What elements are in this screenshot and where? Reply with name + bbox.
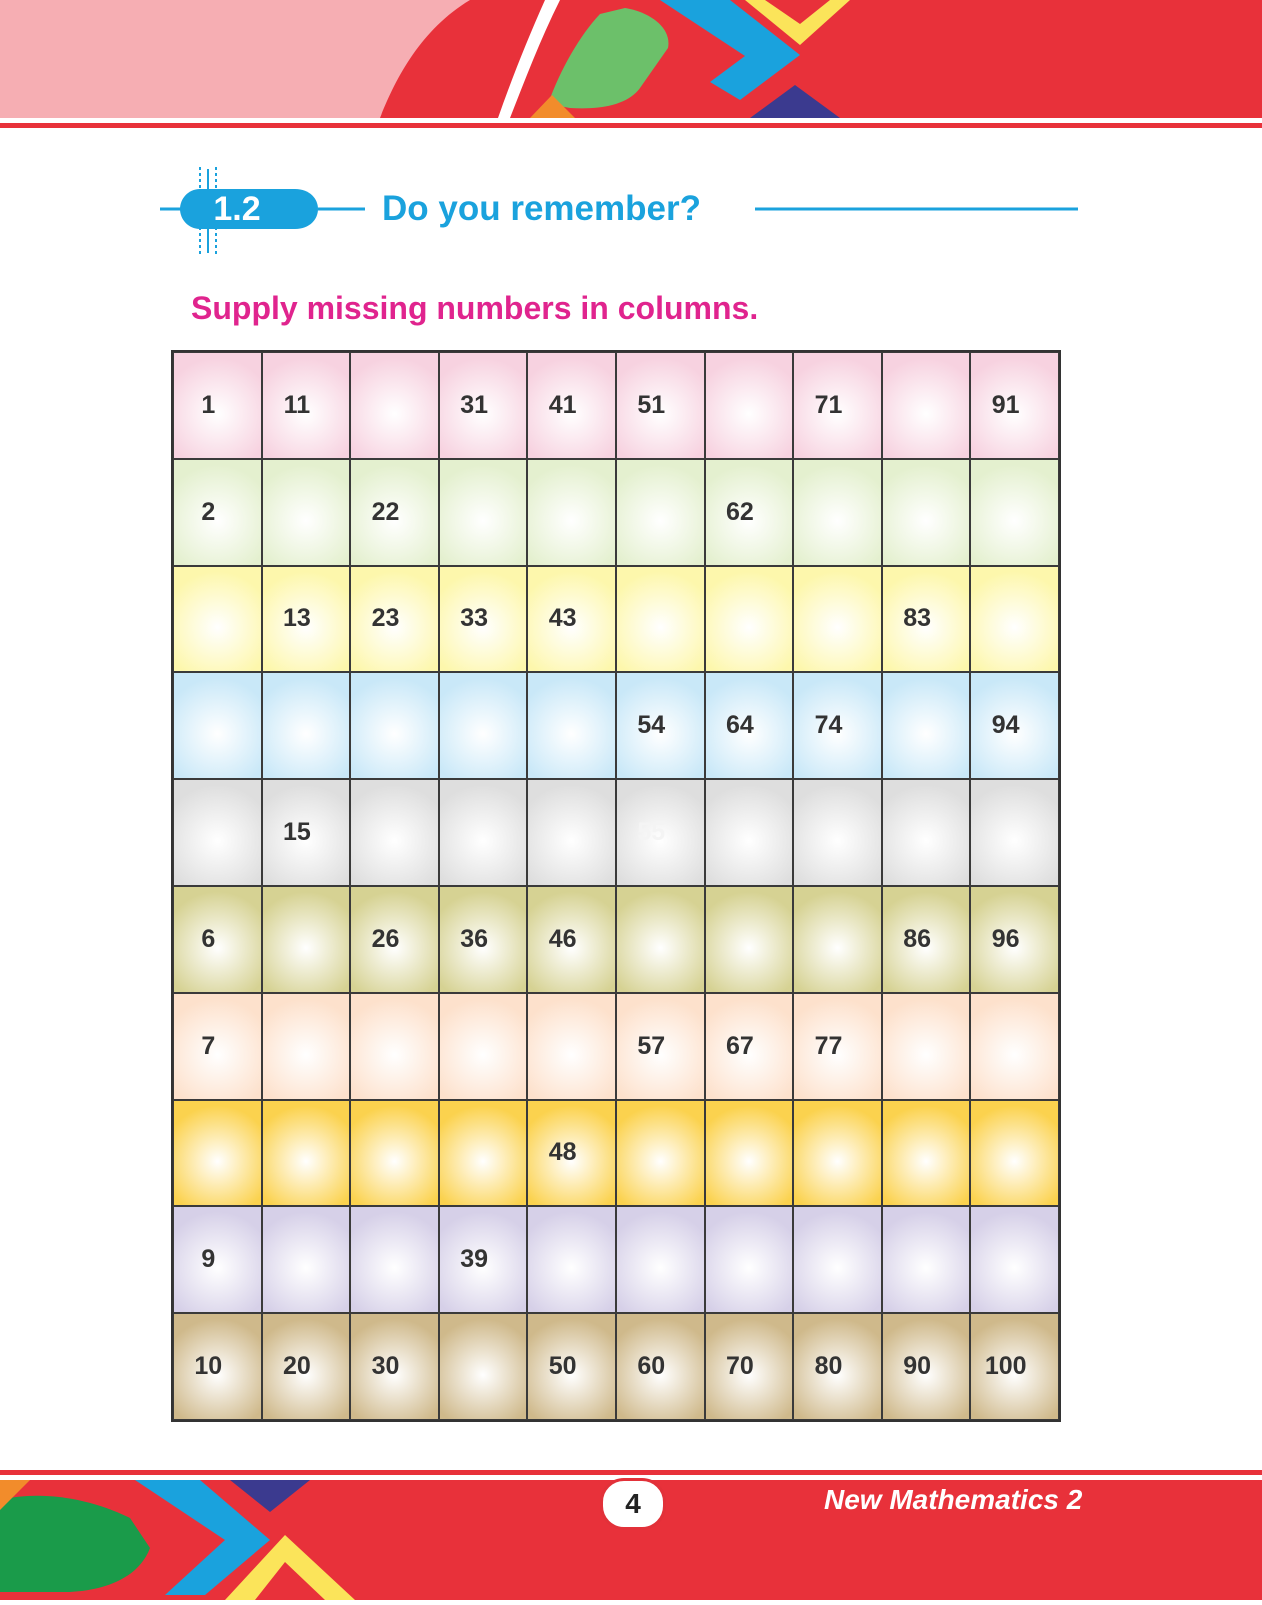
grid-cell: 80 <box>793 1313 882 1420</box>
grid-cell <box>350 1100 439 1207</box>
grid-cell <box>173 1100 262 1207</box>
grid-cell <box>527 672 616 779</box>
grid-cell <box>439 672 528 779</box>
grid-cell <box>616 886 705 993</box>
grid-cell: 10 <box>173 1313 262 1420</box>
grid-cell: 70 <box>705 1313 794 1420</box>
grid-cell <box>970 459 1059 566</box>
grid-cell <box>527 459 616 566</box>
grid-cell <box>705 779 794 886</box>
grid-cell <box>527 1206 616 1313</box>
grid-cell <box>705 1100 794 1207</box>
grid-cell <box>173 779 262 886</box>
grid-cell <box>350 1206 439 1313</box>
grid-cell <box>970 779 1059 886</box>
grid-cell: 64 <box>705 672 794 779</box>
grid-cell <box>970 1206 1059 1313</box>
grid-cell <box>970 566 1059 673</box>
grid-cell: 83 <box>882 566 971 673</box>
grid-cell: 36 <box>439 886 528 993</box>
grid-cell <box>705 352 794 459</box>
header-decoration <box>0 0 1262 135</box>
grid-cell: 31 <box>439 352 528 459</box>
grid-cell <box>882 672 971 779</box>
grid-cell: 90 <box>882 1313 971 1420</box>
grid-cell: 57 <box>616 993 705 1100</box>
grid-cell <box>793 1100 882 1207</box>
grid-cell: 20 <box>262 1313 351 1420</box>
grid-cell: 13 <box>262 566 351 673</box>
grid-cell <box>616 459 705 566</box>
book-title: New Mathematics 2 <box>824 1484 1083 1515</box>
grid-cell <box>882 1100 971 1207</box>
grid-cell <box>793 779 882 886</box>
grid-cell: 86 <box>882 886 971 993</box>
grid-cell: 1 <box>173 352 262 459</box>
instruction-text: Supply missing numbers in columns. <box>191 290 759 326</box>
grid-cell <box>262 1206 351 1313</box>
grid-cell <box>439 1100 528 1207</box>
grid-cell: 11 <box>262 352 351 459</box>
grid-cell: 30 <box>350 1313 439 1420</box>
grid-cell <box>970 1100 1059 1207</box>
grid-cell: 23 <box>350 566 439 673</box>
grid-cell: 46 <box>527 886 616 993</box>
grid-cell: 22 <box>350 459 439 566</box>
grid-cell: 7 <box>173 993 262 1100</box>
section-number: 1.2 <box>213 190 261 228</box>
grid-cell: 54 <box>616 672 705 779</box>
grid-cell <box>527 779 616 886</box>
grid-cell: 15 <box>262 779 351 886</box>
grid-cell: 96 <box>970 886 1059 993</box>
grid-cell: 48 <box>527 1100 616 1207</box>
grid-cell <box>439 779 528 886</box>
grid-cell <box>882 993 971 1100</box>
grid-cell: 77 <box>793 993 882 1100</box>
section-title: Do you remember? <box>382 189 701 228</box>
grid-cell: 74 <box>793 672 882 779</box>
grid-cell: 91 <box>970 352 1059 459</box>
grid-cell <box>793 459 882 566</box>
grid-cell <box>262 886 351 993</box>
grid-cell <box>262 993 351 1100</box>
grid-cell <box>882 352 971 459</box>
grid-cell: 71 <box>793 352 882 459</box>
grid-cell: 41 <box>527 352 616 459</box>
grid-cell: 50 <box>527 1313 616 1420</box>
grid-cell <box>705 1206 794 1313</box>
grid-cell <box>350 352 439 459</box>
grid-cell <box>350 672 439 779</box>
grid-cell <box>793 566 882 673</box>
section-heading <box>160 165 1100 260</box>
grid-cell <box>970 993 1059 1100</box>
grid-cell <box>350 779 439 886</box>
grid-cell: 51 <box>616 352 705 459</box>
number-grid <box>171 350 1061 1422</box>
grid-cell: 94 <box>970 672 1059 779</box>
grid-cell: 33 <box>439 566 528 673</box>
grid-cell <box>527 993 616 1100</box>
grid-cell <box>882 1206 971 1313</box>
grid-cell: 39 <box>439 1206 528 1313</box>
grid-cell: 60 <box>616 1313 705 1420</box>
grid-cell: 100 <box>970 1313 1059 1420</box>
grid-cell <box>882 459 971 566</box>
grid-cell <box>439 459 528 566</box>
grid-cell <box>173 566 262 673</box>
grid-cell <box>705 566 794 673</box>
grid-cell <box>616 1206 705 1313</box>
header-banner <box>0 0 1262 135</box>
grid-cell: 62 <box>705 459 794 566</box>
grid-cell <box>793 886 882 993</box>
grid-cell <box>616 566 705 673</box>
grid-cell: 67 <box>705 993 794 1100</box>
grid-cell <box>262 459 351 566</box>
grid-cell: 26 <box>350 886 439 993</box>
grid-cell <box>616 1100 705 1207</box>
grid-cell <box>705 886 794 993</box>
grid-cell <box>350 993 439 1100</box>
grid-cell <box>793 1206 882 1313</box>
grid-cell: 6 <box>173 886 262 993</box>
page-number: 4 <box>600 1478 666 1530</box>
grid-cell <box>173 672 262 779</box>
grid-cell <box>882 779 971 886</box>
grid-cell: 9 <box>173 1206 262 1313</box>
grid-cell <box>439 1313 528 1420</box>
grid-cell: 43 <box>527 566 616 673</box>
grid-cell <box>262 672 351 779</box>
grid-cell <box>439 993 528 1100</box>
grid-cell: 2 <box>173 459 262 566</box>
grid-cell: 55 <box>616 779 705 886</box>
grid-cell <box>262 1100 351 1207</box>
